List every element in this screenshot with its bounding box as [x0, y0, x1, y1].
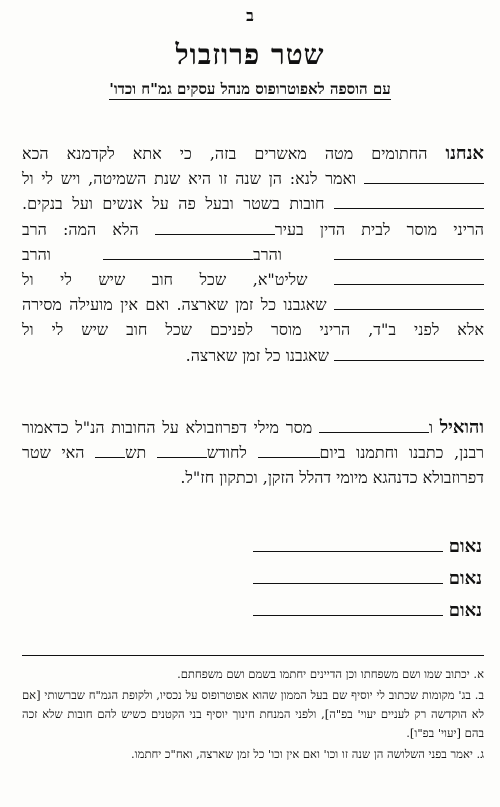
- signature-blank[interactable]: [253, 600, 443, 616]
- page-number: ב: [246, 6, 254, 25]
- signature-label: נאום: [448, 536, 482, 557]
- text-segment: שאגבנו כל זמן שארצה.: [185, 345, 334, 365]
- text-segment: מסר מילי דפרוזבולא על החובות הנ"ל כדאמור רבנן, כתבנו וחתמנו ביום: [22, 418, 485, 463]
- blank-line[interactable]: [258, 442, 320, 458]
- blank-line[interactable]: [334, 193, 484, 209]
- footnote-divider: [22, 655, 484, 656]
- closing-paragraph: [22, 415, 484, 491]
- blank-line[interactable]: [334, 345, 484, 361]
- document-subtitle: [0, 80, 500, 99]
- blank-line[interactable]: [334, 244, 484, 260]
- footnote: ב. בג' מקומות שכתוב לי יוסיף שם בעל הממון שהוא אפוטרופוס על נכסיו, ולקופת הגמ"ח שברשותי [אם לא הוקדשה רק לעניים יעוי' בפ"ה], ולפני המנחת חינוך יוסיף בני הקטנים כשיש להם חובות שלא זכה בהם [יעוי' בפ"ו].: [22, 688, 484, 740]
- subtitle-text: עם הוספה לאפוטרופוס מנהל עסקים גמ"ח וכדו': [109, 80, 391, 98]
- text-segment: ואמר לנא: הן שנה זו היא שנת השמיטה, ויש לי ול: [22, 169, 365, 189]
- signature-line: [242, 536, 482, 557]
- paragraph-lead-word: אנחנו: [445, 143, 484, 164]
- footnote: א. יכתוב שמו ושם משפחתו וכן הדיינים יחתמו בשמם ושם משפחתם.: [177, 667, 484, 681]
- signature-line: [242, 600, 482, 621]
- text-segment: הלא המה: הרב: [22, 219, 155, 239]
- blank-line[interactable]: [155, 219, 275, 235]
- text-segment: והרב: [253, 244, 334, 264]
- blank-line[interactable]: [103, 244, 253, 260]
- text-segment: ו: [428, 418, 440, 437]
- text-segment: לחודש: [206, 443, 258, 463]
- blank-line[interactable]: [334, 294, 484, 310]
- signature-blank[interactable]: [253, 568, 443, 584]
- signature-label: נאום: [448, 568, 482, 589]
- text-segment: האי שטר דפרוזבולא כדנהגא מיומי דהלל הזקן, וכתקון חז"ל.: [22, 443, 484, 488]
- text-segment: שאגבנו כל זמן שארצה. ואם אין מועילה מסירה אלא לפני ב"ד, הריני מוסר לפניכם שכל חוב שיש לי ול: [22, 295, 484, 340]
- blank-line[interactable]: [334, 269, 484, 285]
- main-paragraph: [22, 141, 484, 368]
- paragraph-lead-word: והואיל: [439, 417, 484, 438]
- text-segment: חובות בשטר ובעל פה על אנשים ועל בנקים. הריני מוסר לבית הדין בעיר: [22, 194, 484, 239]
- footnote: ג. יאמר בפני השלושה הן שנה זו וכו' ואם אין וכו' כל זמן שארצה, ואח"כ יחתמו.: [131, 747, 484, 761]
- text-segment: שליט"א, שכל חוב שיש לי ול: [22, 270, 334, 290]
- blank-line[interactable]: [364, 168, 484, 184]
- footnotes: [22, 665, 484, 766]
- signature-line: [242, 568, 482, 589]
- blank-line[interactable]: [157, 442, 207, 458]
- text-segment: והרב: [22, 244, 103, 264]
- blank-line[interactable]: [95, 442, 125, 458]
- signature-blank[interactable]: [253, 536, 443, 552]
- blank-line[interactable]: [319, 417, 429, 433]
- signature-label: נאום: [448, 600, 482, 621]
- text-segment: תש: [125, 443, 157, 463]
- document-title: שטר פרוזבול: [175, 38, 325, 71]
- text-segment: החתומים מטה מאשרים בזה, כי אתא לקדמנא הכא: [22, 144, 446, 163]
